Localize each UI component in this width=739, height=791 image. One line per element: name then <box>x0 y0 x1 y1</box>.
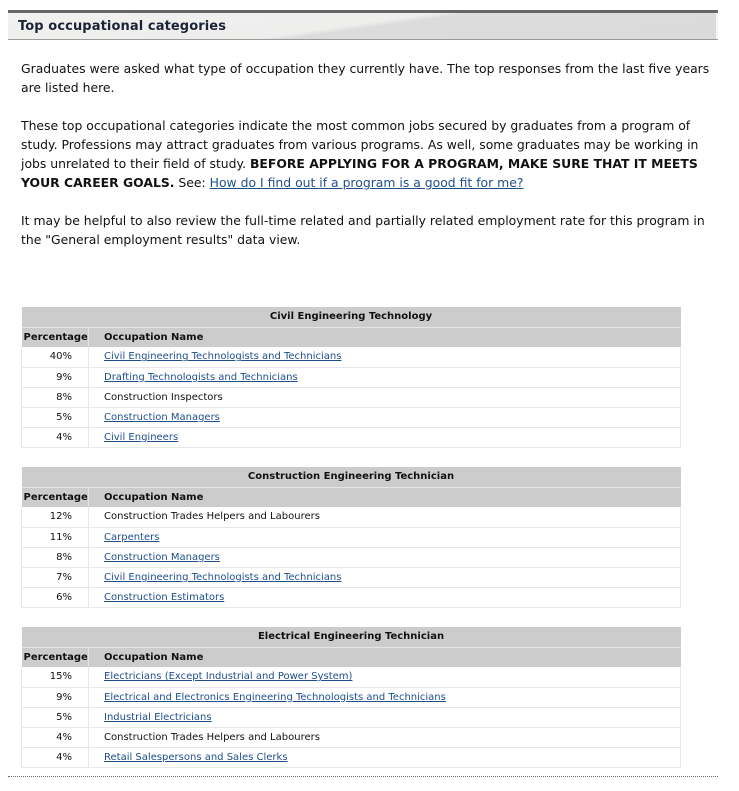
career-goals-warning: BEFORE APPLYING FOR A PROGRAM, MAKE SURE THAT IT MEETS YOUR CAREER GOALS. <box>21 156 698 190</box>
percentage-cell: 8% <box>22 387 89 407</box>
occupation-column-header: Occupation Name <box>89 647 681 667</box>
table-row <box>22 707 681 727</box>
occupation-link[interactable]: Industrial Electricians <box>104 711 212 723</box>
occupation-link[interactable]: Civil Engineering Technologists and Technicians <box>104 571 342 583</box>
occupation-cell <box>89 727 681 747</box>
percentage-cell: 4% <box>22 427 89 447</box>
percentage-cell: 4% <box>22 727 89 747</box>
percentage-cell: 9% <box>22 687 89 707</box>
percentage-cell: 6% <box>22 587 89 607</box>
occupation-name: Construction Trades Helpers and Labourers <box>104 731 320 743</box>
table-row <box>22 427 681 447</box>
intro-paragraph-2-text: These top occupational categories indicate the most common jobs secured by graduates from a program of study. Professions may attract graduates from various programs. As well, some graduates may be working in jobs unrelated to their field of study. <box>21 118 699 171</box>
occupation-cell <box>89 687 681 707</box>
percentage-cell: 7% <box>22 567 89 587</box>
intro-text <box>21 59 711 268</box>
occupation-link[interactable]: Retail Salespersons and Sales Clerks <box>104 751 288 763</box>
occupation-cell <box>89 367 681 387</box>
table-row <box>22 667 681 687</box>
section-header <box>8 10 718 40</box>
percentage-column-header: Percentage <box>22 487 89 507</box>
occupation-cell <box>89 527 681 547</box>
table-row <box>22 347 681 367</box>
table-header-row <box>22 487 681 507</box>
percentage-cell: 15% <box>22 667 89 687</box>
table-row <box>22 567 681 587</box>
occupation-link[interactable]: Drafting Technologists and Technicians <box>104 371 298 383</box>
percentage-cell: 9% <box>22 367 89 387</box>
percentage-column-header: Percentage <box>22 647 89 667</box>
see-label: See: <box>174 175 210 190</box>
occupation-cell <box>89 427 681 447</box>
occupation-column-header: Occupation Name <box>89 327 681 347</box>
program-title: Construction Engineering Technician <box>22 467 681 487</box>
occupation-cell <box>89 667 681 687</box>
table-title-row <box>22 467 681 487</box>
occupation-cell <box>89 587 681 607</box>
occupation-cell <box>89 567 681 587</box>
intro-paragraph-3: It may be helpful to also review the full-time related and partially related employment rate for this program in the "General employment results" data view. <box>21 213 705 247</box>
occupation-cell <box>89 407 681 427</box>
table-row <box>22 387 681 407</box>
table-row <box>22 407 681 427</box>
occupation-cell <box>89 347 681 367</box>
table-row <box>22 587 681 607</box>
table-row <box>22 507 681 527</box>
occupation-link[interactable]: Construction Estimators <box>104 591 225 603</box>
occupation-name: Construction Trades Helpers and Labourers <box>104 511 320 523</box>
occupation-link[interactable]: Construction Managers <box>104 551 220 563</box>
table-row <box>22 747 681 767</box>
occupation-cell <box>89 387 681 407</box>
occupation-link[interactable]: Civil Engineers <box>104 431 179 443</box>
percentage-cell: 4% <box>22 747 89 767</box>
occupation-link[interactable]: Electrical and Electronics Engineering Technologists and Technicians <box>104 691 446 703</box>
occupation-cell <box>89 507 681 527</box>
occupation-cell <box>89 547 681 567</box>
occupation-link[interactable]: Construction Managers <box>104 411 220 423</box>
program-fit-link[interactable]: How do I find out if a program is a good fit for me? <box>209 175 524 190</box>
occupation-table-construction-engineering-technician <box>21 467 681 608</box>
percentage-cell: 8% <box>22 547 89 567</box>
occupation-table-electrical-engineering-technician <box>21 627 681 768</box>
table-row <box>22 547 681 567</box>
table-row <box>22 727 681 747</box>
occupation-name: Construction Inspectors <box>104 391 223 403</box>
intro-paragraph-1: Graduates were asked what type of occupation they currently have. The top responses from the last five years are listed here. <box>21 61 710 95</box>
table-title-row <box>22 307 681 327</box>
section-panel <box>8 10 718 40</box>
percentage-cell: 40% <box>22 347 89 367</box>
occupation-link[interactable]: Electricians (Except Industrial and Power System) <box>104 671 353 683</box>
intro-paragraph-2 <box>21 116 711 192</box>
table-row <box>22 687 681 707</box>
percentage-cell: 11% <box>22 527 89 547</box>
table-title-row <box>22 627 681 647</box>
program-title: Electrical Engineering Technician <box>22 627 681 647</box>
occupation-table-civil-engineering-technology <box>21 307 681 448</box>
table-row <box>22 367 681 387</box>
table-header-row <box>22 647 681 667</box>
percentage-cell: 5% <box>22 707 89 727</box>
percentage-cell: 12% <box>22 507 89 527</box>
occupation-cell <box>89 707 681 727</box>
occupation-cell <box>89 747 681 767</box>
table-row <box>22 527 681 547</box>
program-title: Civil Engineering Technology <box>22 307 681 327</box>
percentage-column-header: Percentage <box>22 327 89 347</box>
occupation-link[interactable]: Carpenters <box>104 531 160 543</box>
occupation-column-header: Occupation Name <box>89 487 681 507</box>
section-divider <box>8 776 718 777</box>
percentage-cell: 5% <box>22 407 89 427</box>
table-header-row <box>22 327 681 347</box>
section-title: Top occupational categories <box>18 19 227 34</box>
occupation-link[interactable]: Civil Engineering Technologists and Technicians <box>104 351 342 363</box>
